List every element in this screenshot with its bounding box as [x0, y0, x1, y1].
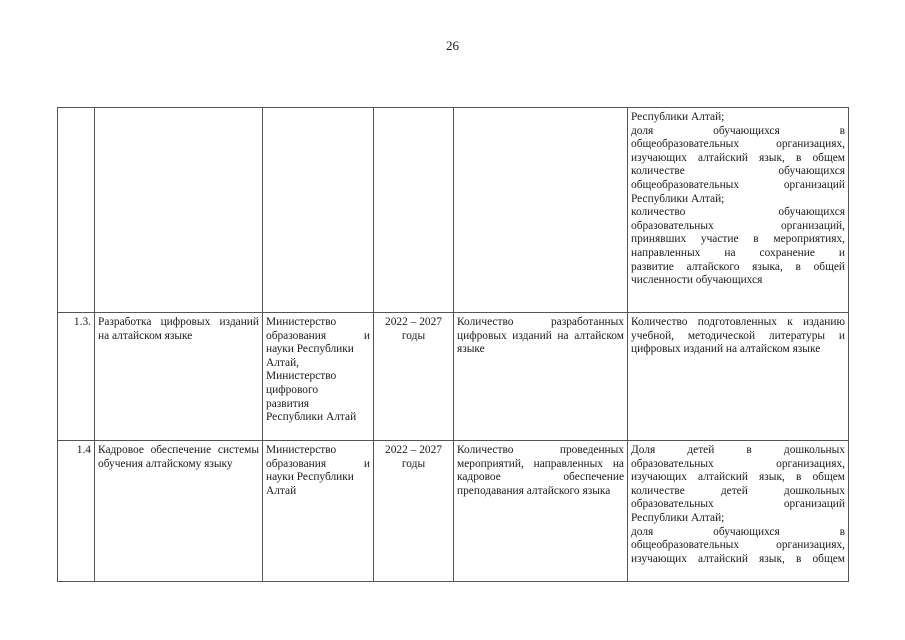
name-cell: Кадровое обеспечение системы обучения алтайскому языку	[95, 441, 263, 582]
indicator-line: Республики Алтай;	[631, 111, 725, 123]
number-cell: 1.4	[58, 441, 95, 582]
indicator-line: Республики Алтай;	[631, 511, 725, 524]
indicator-line: доля обучающихся в	[631, 124, 845, 137]
number-cell: 1.3.	[58, 313, 95, 441]
indicator-line: изучающих алтайский язык, в общем	[631, 552, 845, 565]
program-table	[57, 107, 849, 582]
executor-line: науки Республики	[266, 343, 354, 356]
period-line: годы	[401, 457, 426, 470]
indicator-line: Республики Алтай;	[631, 192, 725, 205]
period-cell	[374, 441, 454, 582]
result-cell: Количество разработанных цифровых изданий на алтайском языке	[454, 313, 628, 441]
indicator-line: общеобразовательных организациях,	[631, 539, 845, 552]
indicator-line: принявших участие в мероприятиях,	[631, 233, 845, 246]
indicator-line: образовательных организаций	[631, 498, 845, 511]
period-line: 2022 – 2027	[385, 316, 442, 328]
executor-line: Республики Алтай	[266, 411, 357, 424]
executor-line: науки Республики	[266, 471, 354, 484]
indicator-line: Доля детей в дошкольных	[631, 444, 845, 456]
indicator-line: количестве детей дошкольных	[631, 484, 845, 497]
executor-line: Алтай	[266, 484, 297, 497]
indicator-line: образовательных организаций,	[631, 219, 845, 232]
executor-line: Министерство	[266, 444, 337, 456]
result-cell: Количество проведенных мероприятий, направленных на кадровое обеспечение преподавания алтайского языка	[454, 441, 628, 582]
indicator-line: численности обучающихся	[631, 274, 763, 287]
executor-cell	[263, 313, 374, 441]
name-cell	[95, 108, 263, 313]
result-cell	[454, 108, 628, 313]
table-row	[58, 108, 849, 313]
indicator-line: развитие алтайского языка, в общей	[631, 260, 845, 273]
executor-line: Министерство	[266, 370, 337, 383]
period-cell	[374, 108, 454, 313]
period-line: годы	[401, 329, 426, 342]
indicator-line: изучающих алтайский язык, в общем	[631, 151, 845, 164]
table-row	[58, 441, 849, 582]
table-row	[58, 313, 849, 441]
indicator-line: направленных на сохранение и	[631, 246, 845, 259]
executor-cell	[263, 441, 374, 582]
indicator-line: общеобразовательных организаций	[631, 178, 845, 191]
indicator-line: количестве обучающихся	[631, 165, 845, 178]
number-cell	[58, 108, 95, 313]
executor-line: образования и	[266, 457, 370, 470]
indicator-cell	[628, 441, 849, 582]
indicator-line: изучающих алтайский язык, в общем	[631, 471, 845, 484]
indicator-line: образовательных организациях,	[631, 457, 845, 470]
indicator-line: доля обучающихся в	[631, 525, 845, 538]
executor-cell	[263, 108, 374, 313]
indicator-line: количество обучающихся	[631, 206, 845, 219]
indicator-line: общеобразовательных организациях,	[631, 138, 845, 151]
period-line: 2022 – 2027	[385, 444, 442, 456]
executor-line: Министерство	[266, 316, 337, 328]
executor-line: Алтай,	[266, 356, 300, 369]
period-cell	[374, 313, 454, 441]
name-cell: Разработка цифровых изданий на алтайском языке	[95, 313, 263, 441]
indicator-cell	[628, 108, 849, 313]
executor-line: развития	[266, 397, 310, 410]
executor-line: цифрового	[266, 383, 319, 396]
executor-line: образования и	[266, 329, 370, 342]
page-number: 26	[446, 38, 459, 53]
indicator-cell: Количество подготовленных к изданию учебной, методической литературы и цифровых изданий на алтайском языке	[628, 313, 849, 441]
